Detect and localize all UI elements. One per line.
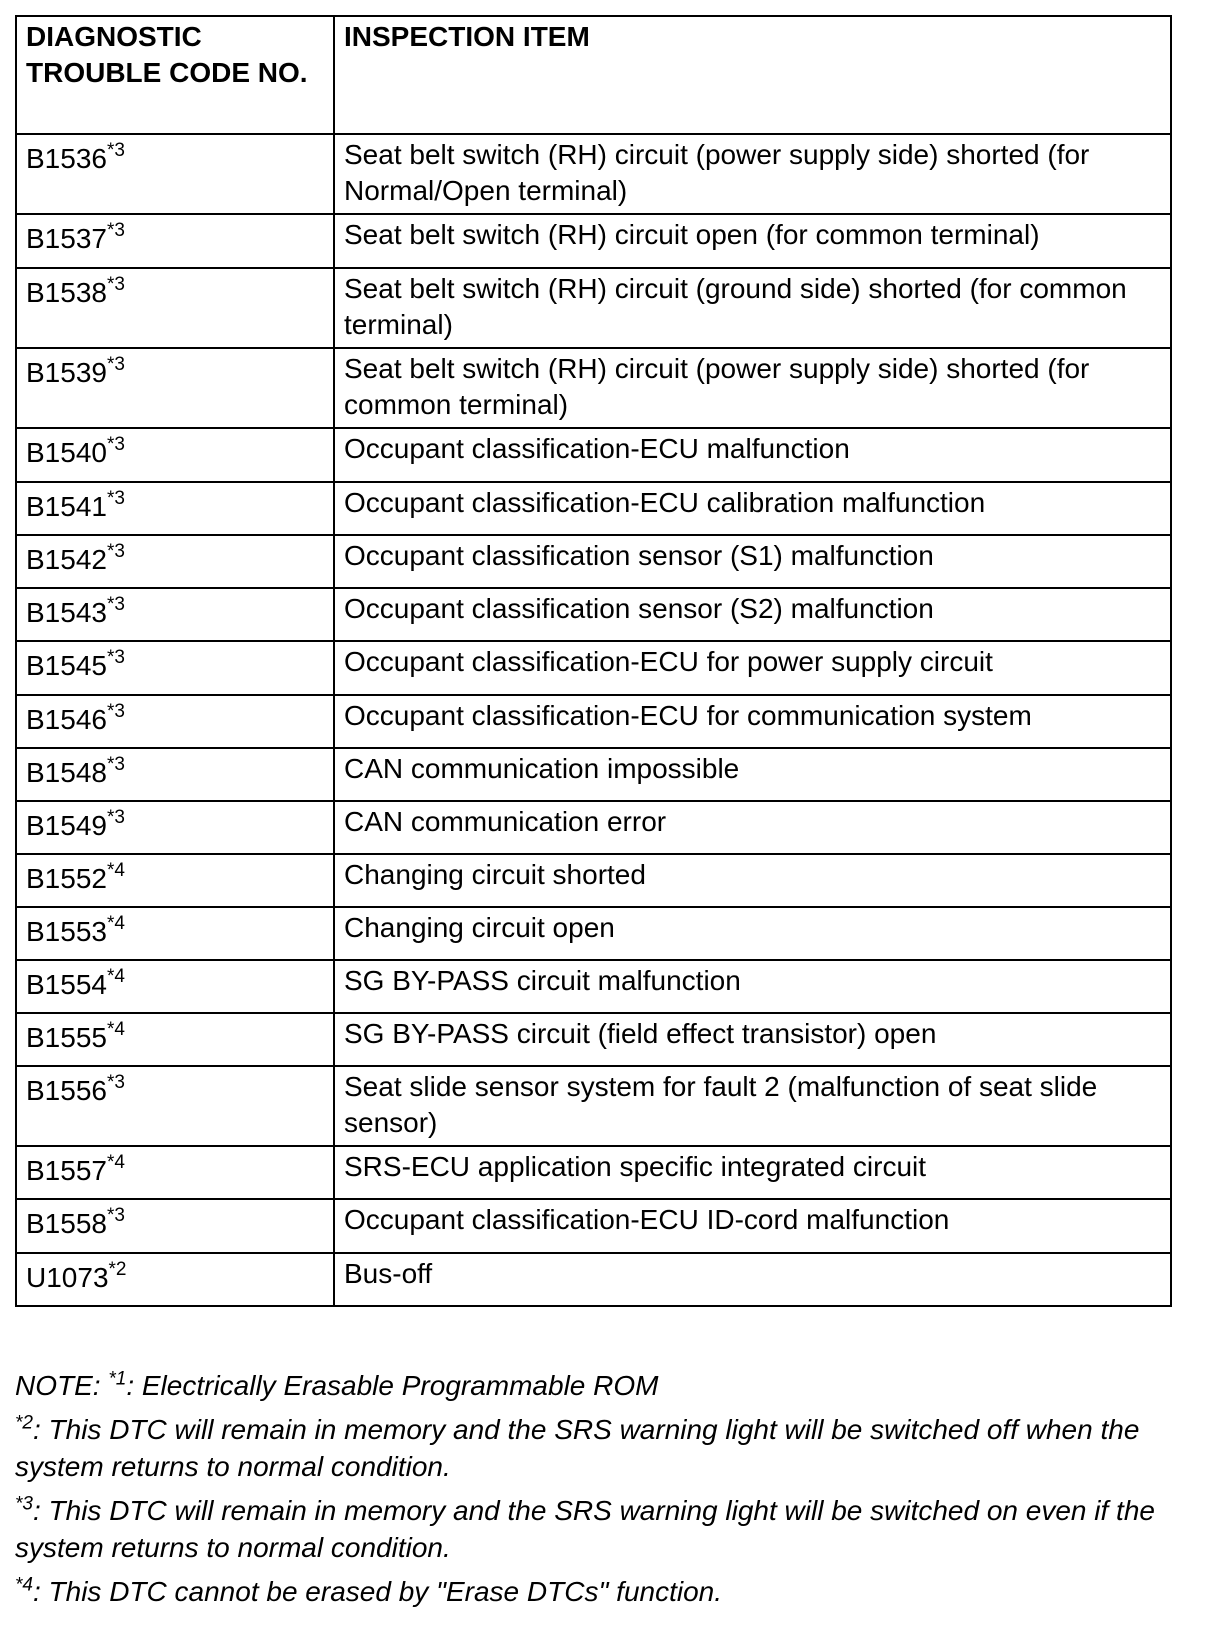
- table-body: [16, 134, 1171, 1306]
- inspection-item-cell: Occupant classification-ECU for communication system: [334, 695, 1171, 748]
- dtc-code: B1552: [26, 863, 107, 894]
- dtc-code: U1073: [26, 1262, 109, 1293]
- inspection-item-cell: Seat belt switch (RH) circuit open (for common terminal): [334, 214, 1171, 268]
- inspection-item-cell: Seat belt switch (RH) circuit (power supply side) shorted (for common terminal): [334, 348, 1171, 428]
- table-row: [16, 801, 1171, 854]
- footnote-mark: *3: [106, 1071, 125, 1093]
- inspection-item-cell: Occupant classification-ECU malfunction: [334, 428, 1171, 482]
- notes-section: [15, 1367, 1210, 1617]
- dtc-code: B1542: [26, 544, 107, 575]
- table-row: [16, 348, 1171, 428]
- header-code: DIAGNOSTIC TROUBLE CODE NO.: [16, 16, 334, 134]
- footnote-mark: *1: [108, 1368, 127, 1390]
- footnote: [15, 1492, 1210, 1566]
- table-row: [16, 1066, 1171, 1146]
- table-row: [16, 1013, 1171, 1066]
- dtc-code-cell: [16, 428, 334, 482]
- dtc-code: B1540: [26, 437, 107, 468]
- table-row: [16, 588, 1171, 641]
- dtc-code-cell: [16, 1013, 334, 1066]
- footnote-mark: *3: [106, 487, 125, 509]
- footnote-mark: *2: [108, 1258, 127, 1280]
- table-row: [16, 695, 1171, 748]
- footnote-mark: *3: [106, 753, 125, 775]
- footnote-mark: *3: [106, 540, 125, 562]
- footnote-mark: *3: [106, 139, 125, 161]
- table-row: [16, 641, 1171, 695]
- footnote: [15, 1411, 1210, 1485]
- dtc-code: B1546: [26, 704, 107, 735]
- footnote-text: : This DTC will remain in memory and the SRS warning light will be switched off when the system returns to normal condition.: [15, 1414, 1140, 1482]
- footnote-mark: *3: [106, 700, 125, 722]
- inspection-item-cell: Occupant classification sensor (S1) malfunction: [334, 535, 1171, 588]
- dtc-code-cell: [16, 214, 334, 268]
- footnote-mark: *4: [106, 1151, 125, 1173]
- inspection-item-cell: Seat belt switch (RH) circuit (power supply side) shorted (for Normal/Open terminal): [334, 134, 1171, 214]
- dtc-table: [15, 15, 1172, 1307]
- dtc-code: B1543: [26, 597, 107, 628]
- dtc-code: B1545: [26, 650, 107, 681]
- inspection-item-cell: Occupant classification-ECU ID-cord malfunction: [334, 1199, 1171, 1253]
- table-row: [16, 428, 1171, 482]
- inspection-item-cell: Bus-off: [334, 1253, 1171, 1306]
- dtc-code-cell: [16, 641, 334, 695]
- footnote-mark: *3: [106, 353, 125, 375]
- dtc-code-cell: [16, 695, 334, 748]
- footnote-mark: *4: [106, 1018, 125, 1040]
- footnote: [15, 1573, 1210, 1610]
- table-row: [16, 482, 1171, 535]
- dtc-code-cell: [16, 134, 334, 214]
- dtc-code: B1557: [26, 1155, 107, 1186]
- inspection-item-cell: CAN communication error: [334, 801, 1171, 854]
- inspection-item-cell: Changing circuit open: [334, 907, 1171, 960]
- dtc-code: B1537: [26, 223, 107, 254]
- inspection-item-cell: Seat slide sensor system for fault 2 (malfunction of seat slide sensor): [334, 1066, 1171, 1146]
- table-row: [16, 854, 1171, 907]
- dtc-code-cell: [16, 748, 334, 801]
- table-row: [16, 268, 1171, 348]
- dtc-code: B1549: [26, 810, 107, 841]
- dtc-code-cell: [16, 482, 334, 535]
- footnote-mark: *3: [15, 1493, 33, 1515]
- footnote-mark: *4: [106, 859, 125, 881]
- table-row: [16, 214, 1171, 268]
- dtc-code: B1554: [26, 969, 107, 1000]
- dtc-code-cell: [16, 1253, 334, 1306]
- footnote-mark: *4: [106, 912, 125, 934]
- table-row: [16, 907, 1171, 960]
- table-header-row: [16, 16, 1171, 134]
- dtc-code-cell: [16, 960, 334, 1013]
- dtc-code: B1536: [26, 143, 107, 174]
- footnote-mark: *3: [106, 1204, 125, 1226]
- dtc-code-cell: [16, 348, 334, 428]
- table-row: [16, 1146, 1171, 1199]
- inspection-item-cell: SG BY-PASS circuit malfunction: [334, 960, 1171, 1013]
- dtc-code: B1538: [26, 277, 107, 308]
- footnote-mark: *2: [15, 1412, 33, 1434]
- dtc-code-cell: [16, 1146, 334, 1199]
- dtc-code: B1558: [26, 1208, 107, 1239]
- inspection-item-cell: Occupant classification-ECU for power supply circuit: [334, 641, 1171, 695]
- footnote-mark: *4: [106, 965, 125, 987]
- dtc-code: B1541: [26, 491, 107, 522]
- dtc-code: B1556: [26, 1075, 107, 1106]
- footnote-mark: *3: [106, 433, 125, 455]
- footnote-text: : Electrically Erasable Programmable ROM: [126, 1370, 659, 1401]
- dtc-code: B1555: [26, 1022, 107, 1053]
- inspection-item-cell: CAN communication impossible: [334, 748, 1171, 801]
- inspection-item-cell: Occupant classification-ECU calibration malfunction: [334, 482, 1171, 535]
- inspection-item-cell: SG BY-PASS circuit (field effect transistor) open: [334, 1013, 1171, 1066]
- dtc-code-cell: [16, 1066, 334, 1146]
- dtc-code-cell: [16, 535, 334, 588]
- table-row: [16, 1253, 1171, 1306]
- dtc-code: B1548: [26, 757, 107, 788]
- dtc-code-cell: [16, 801, 334, 854]
- inspection-item-cell: SRS-ECU application specific integrated circuit: [334, 1146, 1171, 1199]
- footnote-text: : This DTC cannot be erased by "Erase DTCs" function.: [32, 1576, 723, 1607]
- dtc-code-cell: [16, 854, 334, 907]
- dtc-code-cell: [16, 268, 334, 348]
- footnote-prefix: NOTE:: [15, 1370, 109, 1401]
- dtc-code: B1553: [26, 916, 107, 947]
- inspection-item-cell: Occupant classification sensor (S2) malfunction: [334, 588, 1171, 641]
- dtc-code-cell: [16, 588, 334, 641]
- dtc-code-cell: [16, 907, 334, 960]
- table-row: [16, 960, 1171, 1013]
- table-row: [16, 535, 1171, 588]
- inspection-item-cell: Changing circuit shorted: [334, 854, 1171, 907]
- footnote-text: : This DTC will remain in memory and the SRS warning light will be switched on even if the system returns to normal condition.: [15, 1495, 1155, 1563]
- dtc-code: B1539: [26, 357, 107, 388]
- footnote-mark: *4: [15, 1574, 33, 1596]
- inspection-item-cell: Seat belt switch (RH) circuit (ground side) shorted (for common terminal): [334, 268, 1171, 348]
- footnote-mark: *3: [106, 273, 125, 295]
- dtc-code-cell: [16, 1199, 334, 1253]
- table-row: [16, 748, 1171, 801]
- footnote: [15, 1367, 1210, 1404]
- footnote-mark: *3: [106, 593, 125, 615]
- footnote-mark: *3: [106, 646, 125, 668]
- footnote-mark: *3: [106, 806, 125, 828]
- table-row: [16, 1199, 1171, 1253]
- table-row: [16, 134, 1171, 214]
- header-inspection-item: INSPECTION ITEM: [334, 16, 1171, 134]
- footnote-mark: *3: [106, 219, 125, 241]
